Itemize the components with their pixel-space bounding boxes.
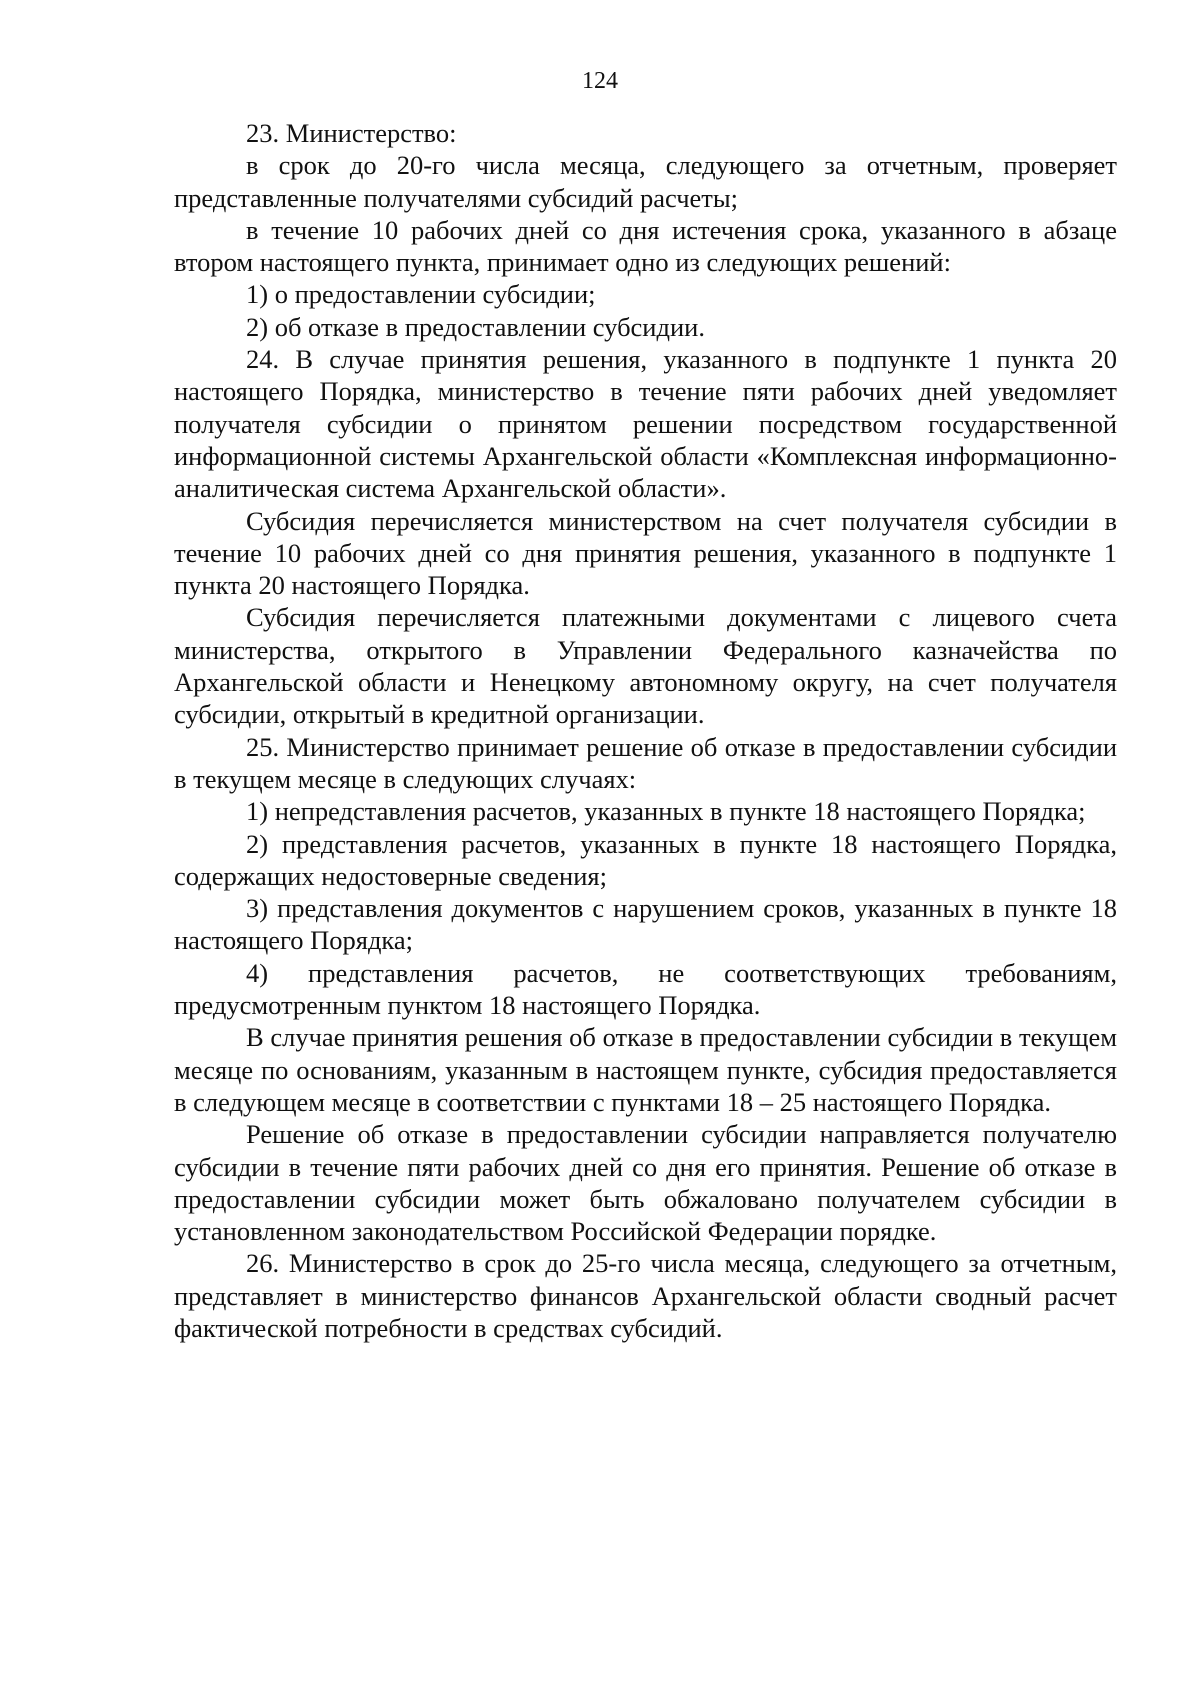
paragraph-25-case-2: 2) представления расчетов, указанных в пункте 18 настоящего Порядка, содержащих недостоверные сведения;	[174, 828, 1117, 891]
paragraph-23-decision-term: в течение 10 рабочих дней со дня истечения срока, указанного в абзаце втором настоящего пункта, принимает одно из следующих решений:	[174, 214, 1117, 278]
page-number: 124	[582, 68, 618, 94]
paragraph-25-heading: 25. Министерство принимает решение об отказе в предоставлении субсидии в текущем месяце в следующих случаях:	[174, 731, 1117, 794]
document-body	[174, 117, 1117, 1344]
paragraph-25-case-1: 1) непредставления расчетов, указанных в пункте 18 настоящего Порядка;	[246, 796, 1086, 827]
paragraph-23-option-2: 2) об отказе в предоставлении субсидии.	[246, 311, 705, 342]
paragraph-25-case-4: 4) представления расчетов, не соответствующих требованиям, предусмотренным пунктом 18 настоящего Порядка.	[174, 957, 1117, 1021]
paragraph-23-check-deadline: в срок до 20-го числа месяца, следующего за отчетным, проверяет представленные получателями субсидий расчеты;	[174, 150, 1117, 213]
paragraph-23-heading: 23. Министерство:	[246, 118, 457, 148]
paragraph-25-case-3: 3) представления документов с нарушением сроков, указанных в пункте 18 настоящего Порядка;	[174, 893, 1117, 956]
paragraph-24-transfer-term: Субсидия перечисляется министерством на счет получателя субсидии в течение 10 рабочих дней со дня принятия решения, указанного в подпункте 1 пункта 20 настоящего Порядка.	[174, 505, 1117, 601]
paragraph-24-transfer-account: Субсидия перечисляется платежными документами с лицевого счета министерства, открытого в Управлении Федерального казначейства по Архангельской области и Ненецкому автономному округу, на счет получателя субсидии, открытый в кредитной организации.	[174, 602, 1117, 730]
paragraph-25-refusal-notice: Решение об отказе в предоставлении субсидии направляется получателю субсидии в течение пяти рабочих дней со дня его принятия. Решение об отказе в предоставлении субсидии может быть обжаловано получателем субсидии в установленном законодательством Российской Федерации порядке.	[174, 1119, 1117, 1247]
paragraph-26-summary: 26. Министерство в срок до 25-го числа месяца, следующего за отчетным, представляет в министерство финансов Архангельской области сводный расчет фактической потребности в средствах субсидий.	[174, 1248, 1117, 1343]
paragraph-23-option-1: 1) о предоставлении субсидии;	[246, 279, 596, 310]
paragraph-24-notification: 24. В случае принятия решения, указанного в подпункте 1 пункта 20 настоящего Порядка, министерство в течение пяти рабочих дней уведомляет получателя субсидии о принятом решении посредством государственной информационной системы Архангельской области «Комплексная информационно-аналитическая система Архангельской области».	[174, 344, 1117, 504]
paragraph-25-next-month: В случае принятия решения об отказе в предоставлении субсидии в текущем месяце по основаниям, указанным в настоящем пункте, субсидия предоставляется в следующем месяце в соответствии с пунктами 18 – 25 настоящего Порядка.	[174, 1022, 1117, 1117]
